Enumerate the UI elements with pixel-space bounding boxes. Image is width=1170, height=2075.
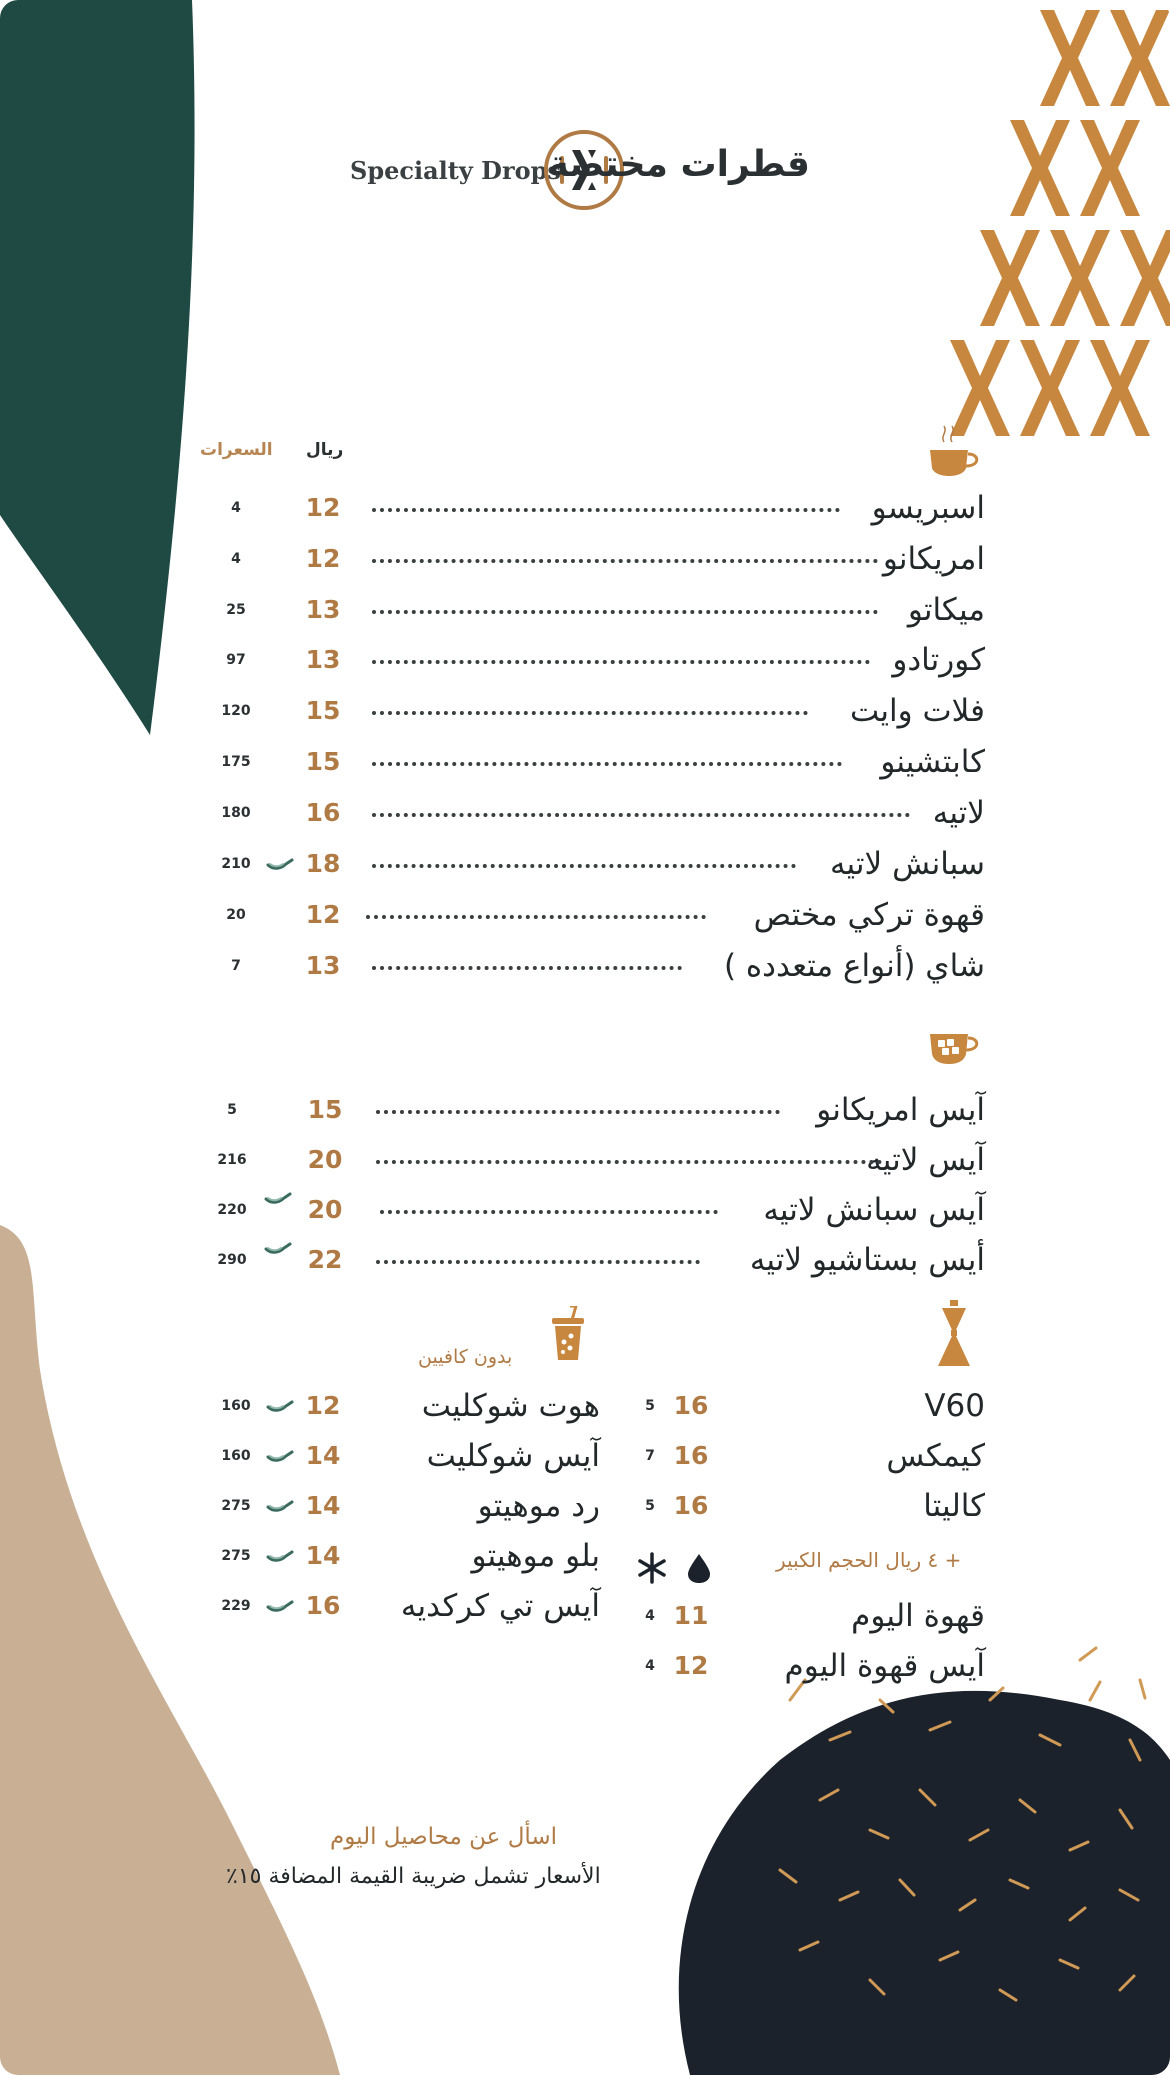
item-price: 16 [673, 1441, 709, 1470]
item-calories: 7 [231, 958, 241, 974]
item-name: كيمكس [886, 1438, 985, 1474]
item-price: 16 [305, 798, 341, 827]
item-price: 14 [305, 1441, 341, 1470]
menu-item [0, 588, 985, 632]
item-calories: 275 [221, 1498, 251, 1514]
brand-name-en: Specialty Drops [350, 156, 561, 185]
menu-item [0, 486, 985, 530]
leader-dots [372, 813, 910, 817]
item-name: آيس لاتيه [866, 1142, 985, 1178]
menu-item [0, 842, 985, 886]
item-price: 16 [673, 1491, 709, 1520]
drop-icon [686, 1552, 712, 1584]
item-price: 12 [305, 493, 341, 522]
menu-item [0, 1644, 985, 1688]
item-calories: 160 [221, 1448, 251, 1464]
item-price: 16 [305, 1591, 341, 1620]
item-price: 15 [305, 747, 341, 776]
menu-item [0, 944, 985, 988]
milk-icon [266, 1548, 294, 1564]
item-calories: 97 [226, 652, 246, 668]
item-price: 12 [305, 900, 341, 929]
leader-dots [372, 711, 808, 715]
iced-cup-icon [926, 1030, 982, 1070]
item-calories: 25 [226, 602, 246, 618]
item-name: هوت شوكليت [421, 1388, 600, 1424]
leader-dots [372, 610, 878, 614]
item-name: آيس شوكليت [426, 1438, 600, 1474]
leader-dots [380, 1210, 718, 1214]
leader-dots [366, 915, 706, 919]
leader-dots [372, 966, 682, 970]
item-price: 14 [305, 1541, 341, 1570]
item-price: 15 [305, 696, 341, 725]
calories-header: السعرات [200, 440, 273, 460]
item-name: آيس سبانش لاتيه [763, 1192, 985, 1228]
item-price: 14 [305, 1491, 341, 1520]
no-caffeine-label: بدون كافيين [418, 1346, 513, 1368]
item-calories: 175 [221, 754, 251, 770]
item-price: 13 [305, 645, 341, 674]
milk-icon [264, 1190, 292, 1206]
item-calories: 275 [221, 1548, 251, 1564]
item-name: كورتادو [892, 642, 985, 678]
brand-header [350, 128, 810, 212]
leader-dots [372, 559, 878, 563]
leader-dots [372, 864, 796, 868]
menu-item [0, 1384, 985, 1428]
item-calories: 4 [231, 500, 241, 516]
item-name: لاتيه [932, 795, 985, 831]
item-price: 22 [307, 1245, 343, 1274]
large-size-note: + ٤ ريال الحجم الكبير [776, 1548, 962, 1572]
milk-icon [264, 1240, 292, 1256]
milk-icon [266, 856, 294, 872]
item-price: 12 [673, 1651, 709, 1680]
item-name: قهوة تركي مختص [753, 897, 985, 933]
snowflake-icon [636, 1552, 668, 1584]
item-price: 16 [673, 1391, 709, 1420]
leader-dots [372, 660, 870, 664]
item-calories: 229 [221, 1598, 251, 1614]
menu-item [0, 1188, 985, 1232]
menu-item [0, 1088, 985, 1132]
menu-item [0, 1534, 600, 1578]
item-calories: 5 [645, 1398, 655, 1414]
item-name: فلات وايت [849, 693, 985, 729]
cold-drink-icon [550, 1306, 586, 1362]
menu-item [0, 1594, 985, 1638]
item-name: آيس تي كركديه [400, 1588, 600, 1624]
item-name: آيس قهوة اليوم [784, 1648, 985, 1684]
item-name: آيس امريكانو [816, 1092, 985, 1128]
item-calories: 20 [226, 907, 246, 923]
item-name: كابتشينو [880, 744, 985, 780]
hourglass-icon [934, 1300, 974, 1368]
menu-item [0, 791, 985, 835]
item-calories: 220 [217, 1202, 247, 1218]
item-name: بلو موهيتو [471, 1538, 600, 1574]
item-name: قهوة اليوم [851, 1598, 985, 1634]
item-calories: 4 [231, 551, 241, 567]
item-price: 11 [673, 1601, 709, 1630]
menu-item [0, 1484, 985, 1528]
item-calories: 5 [227, 1102, 237, 1118]
item-price: 13 [305, 951, 341, 980]
item-price: 20 [307, 1195, 343, 1224]
item-calories: 4 [645, 1608, 655, 1624]
item-price: 13 [305, 595, 341, 624]
item-price: 12 [305, 544, 341, 573]
menu-item [0, 638, 985, 682]
item-name: شاي (أنواع متعدده ) [723, 948, 985, 984]
riyal-header: ريال [306, 440, 344, 460]
item-calories: 4 [645, 1658, 655, 1674]
leader-dots [376, 1110, 780, 1114]
item-price: 20 [307, 1145, 343, 1174]
footer-ask: اسأل عن محاصيل اليوم [330, 1824, 558, 1850]
item-name: ميكاتو [907, 592, 985, 628]
leader-dots [372, 508, 840, 512]
menu-item [0, 740, 985, 784]
item-calories: 210 [221, 856, 251, 872]
item-calories: 160 [221, 1398, 251, 1414]
item-name: كاليتا [923, 1488, 985, 1524]
leader-dots [376, 1260, 700, 1264]
brand-name-ar: قطرات مختصة [547, 144, 810, 185]
item-price: 12 [305, 1391, 341, 1420]
item-name: امريكانو [882, 541, 985, 577]
item-price: 15 [307, 1095, 343, 1124]
item-calories: 5 [645, 1498, 655, 1514]
item-name: أيس بستاشيو لاتيه [749, 1242, 985, 1278]
menu-item [0, 893, 985, 937]
menu-item [0, 1138, 985, 1182]
item-name: اسبريسو [871, 490, 985, 526]
item-calories: 7 [645, 1448, 655, 1464]
hot-cup-icon [926, 424, 982, 484]
footer-vat: الأسعار تشمل ضريبة القيمة المضافة ١٥٪ [226, 1864, 601, 1889]
item-name: رد موهيتو [477, 1488, 600, 1524]
menu-item [0, 1434, 985, 1478]
item-calories: 120 [221, 703, 251, 719]
leader-dots [376, 1160, 882, 1164]
item-calories: 290 [217, 1252, 247, 1268]
menu-item [0, 689, 985, 733]
leader-dots [372, 762, 842, 766]
item-name: سبانش لاتيه [829, 846, 985, 882]
menu-item [0, 537, 985, 581]
item-calories: 180 [221, 805, 251, 821]
item-name: V60 [924, 1388, 985, 1424]
menu-item [0, 1238, 985, 1282]
item-price: 18 [305, 849, 341, 878]
item-calories: 216 [217, 1152, 247, 1168]
